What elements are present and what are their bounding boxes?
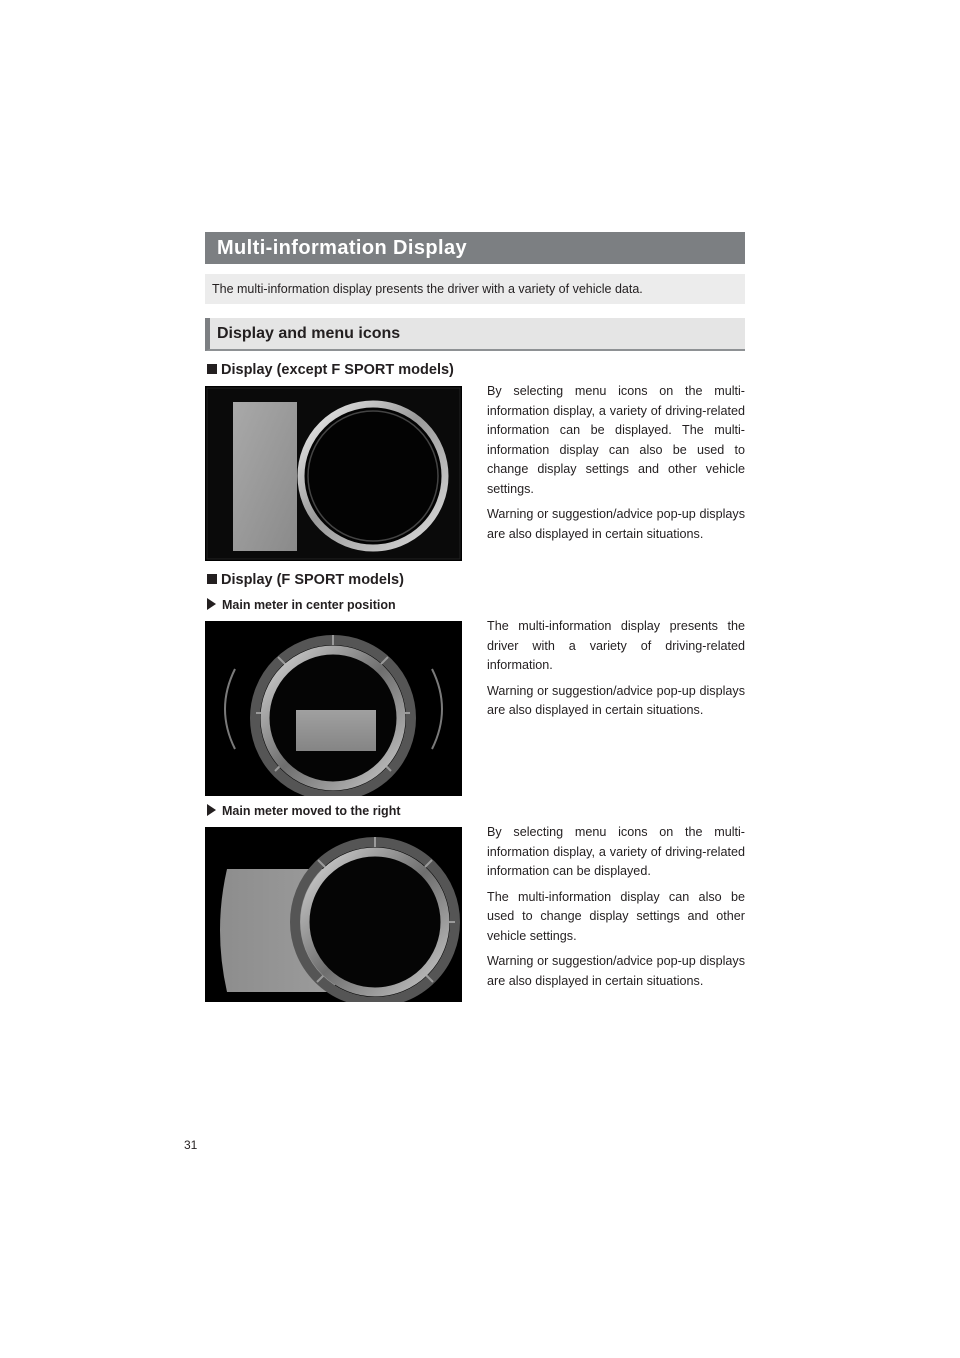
heading-display-standard: Display (except F SPORT models) (207, 361, 454, 379)
triangle-bullet-icon (207, 598, 216, 610)
paragraph: Warning or suggestion/advice pop-up displays are also displayed in certain situations. (487, 954, 745, 988)
meter-ring (305, 852, 445, 992)
page-title: Multi-information Display (217, 237, 467, 259)
text-moved-right (487, 823, 745, 997)
meter-illustration-standard (205, 386, 462, 561)
paragraph: Warning or suggestion/advice pop-up displays are also displayed in certain situations. (487, 683, 745, 717)
heading-display-fsport: Display (F SPORT models) (207, 571, 404, 589)
subheading-moved-right: Main meter moved to the right (207, 803, 401, 819)
meter-illustration-right (205, 827, 462, 1002)
paragraph: The multi-information display presents the driver with a variety of driving-related information. (487, 619, 745, 672)
intro-text: The multi-information display presents the driver with a variety of vehicle data. (205, 274, 745, 304)
square-bullet-icon (207, 364, 217, 374)
page-number: 31 (184, 1138, 198, 1152)
paragraph: By selecting menu icons on the multi-information display, a variety of driving-related information can be displayed. (487, 825, 745, 878)
figure-moved-right (205, 827, 462, 1002)
paragraph: The multi-information display can also be used to change display settings and other vehicle settings. (487, 889, 745, 943)
display-panel (296, 710, 376, 751)
paragraph: Warning or suggestion/advice pop-up displays are also displayed in certain situations. (487, 507, 745, 541)
display-panel (233, 402, 297, 551)
meter-ring (301, 404, 445, 548)
figure-center-position (205, 621, 462, 796)
text-center-position (487, 617, 745, 727)
text-display-standard (487, 382, 745, 550)
square-bullet-icon (207, 574, 217, 584)
paragraph: By selecting menu icons on the multi-information display, a variety of driving-related information can be displayed. The multi-information display can also be used to change display settings and other vehicle settings. (487, 384, 745, 496)
triangle-bullet-icon (207, 804, 216, 816)
meter-illustration-center (205, 621, 462, 796)
page-title-bar (205, 232, 745, 264)
figure-display-standard (205, 386, 462, 561)
subheading-center-position: Main meter in center position (207, 597, 396, 613)
section-title-bar (205, 318, 745, 351)
section-title: Display and menu icons (217, 325, 401, 342)
